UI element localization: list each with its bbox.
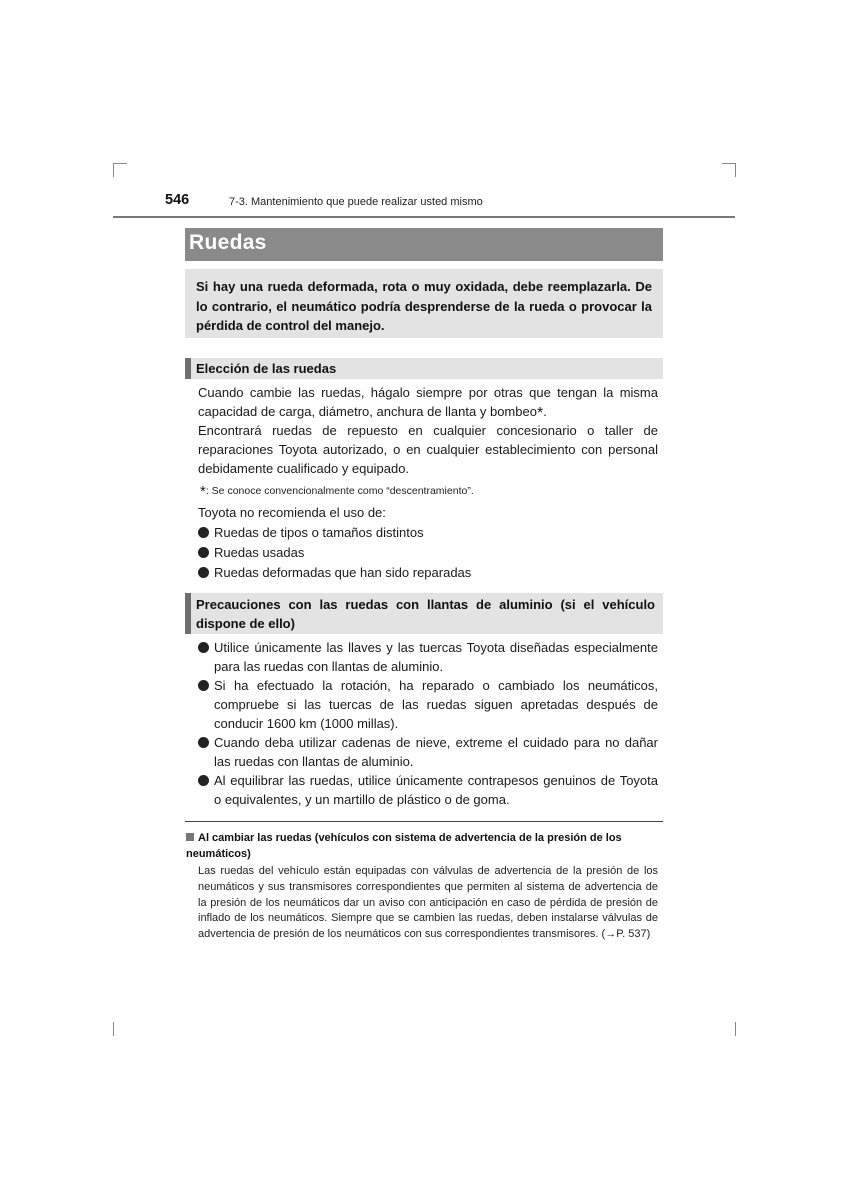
wheel-selection-text — [198, 383, 658, 478]
list-item: Si ha efectuado la rotación, ha reparado o cambiado los neumáticos, compruebe si las tuercas de las ruedas siguen apretadas después de conducir 1600 km (1000 millas). — [198, 676, 658, 733]
section-heading-aluminum-wheels — [185, 593, 663, 634]
bullet-icon — [198, 567, 209, 578]
section-heading-wheel-selection — [185, 358, 663, 379]
footnote-asterisk: * — [200, 483, 206, 500]
note-heading — [186, 830, 662, 862]
page-number: 546 — [165, 192, 190, 208]
warning-box — [185, 269, 663, 338]
bullet-icon — [198, 775, 209, 786]
bullet-icon — [198, 642, 209, 653]
not-recommended-list — [198, 523, 658, 582]
paragraph-1: Cuando cambie las ruedas, hágalo siempre por otras que tengan la misma capacidad de carga, diámetro, anchura de llanta y bombeo*. — [198, 385, 658, 422]
note-text: Las ruedas del vehículo están equipadas con válvulas de advertencia de la presión de los neumáticos y sus transmisores correspondientes que permiten al sistema de advertencia de la presión de los neumáticos dar un aviso con anticipación en caso de pérdida de presión de inflado de los neumáticos. Siempre que se cambien las ruedas, deben instalarse válvulas de advertencia de presión de los neumáticos con sus correspondientes transmisores. (→P. 537) — [198, 865, 658, 941]
list-item: Utilice únicamente las llaves y las tuercas Toyota diseñadas especialmente para las ruedas con llantas de aluminio. — [198, 638, 658, 676]
crop-mark-bottom-right-v — [735, 1022, 736, 1036]
list-item: Ruedas usadas — [198, 543, 658, 562]
list-item: Ruedas deformadas que han sido reparadas — [198, 563, 658, 582]
not-recommended-intro: Toyota no recomienda el uso de: — [198, 505, 386, 520]
list-item: Al equilibrar las ruedas, utilice únicamente contrapesos genuinos de Toyota o equivalentes, y un martillo de plástico o de goma. — [198, 771, 658, 809]
bullet-icon — [198, 527, 209, 538]
crop-mark-bottom-left-v — [113, 1022, 114, 1036]
header-divider — [113, 216, 735, 218]
warning-text: Si hay una rueda deformada, rota o muy oxidada, debe reemplazarla. De lo contrario, el neumático podría desprenderse de la rueda o provocar la pérdida de control del manejo. — [196, 279, 652, 333]
section-heading-text: Precauciones con las ruedas con llantas de aluminio (si el vehículo dispone de ello) — [196, 597, 655, 631]
list-item: Cuando deba utilizar cadenas de nieve, extreme el cuidado para no dañar las ruedas con llantas de aluminio. — [198, 733, 658, 771]
section-heading-text: Elección de las ruedas — [196, 361, 337, 376]
page-title: Ruedas — [189, 231, 267, 254]
crop-mark-top-left-v — [113, 163, 114, 177]
asterisk-mark: * — [536, 405, 544, 422]
list-item: Ruedas de tipos o tamaños distintos — [198, 523, 658, 542]
bullet-icon — [198, 680, 209, 691]
bullet-icon — [198, 737, 209, 748]
bullet-icon — [198, 547, 209, 558]
crop-mark-top-left-h — [113, 163, 127, 164]
crop-mark-top-right-v — [735, 163, 736, 177]
notes-divider — [185, 821, 663, 822]
paragraph-2: Encontrará ruedas de repuesto en cualquier concesionario o taller de reparaciones Toyota autorizado, o en cualquier establecimiento con personal debidamente cualificado y equipado. — [198, 423, 658, 476]
footnote — [200, 481, 474, 498]
section-heading-bar — [185, 358, 191, 379]
crop-mark-top-right-h — [722, 163, 736, 164]
section-heading-bar — [185, 593, 191, 634]
note-heading-text: Al cambiar las ruedas (vehículos con sistema de advertencia de la presión de los neumáticos) — [186, 832, 622, 860]
square-bullet-icon — [186, 833, 194, 841]
page-title-bar — [185, 228, 663, 261]
footnote-text: : Se conoce convencionalmente como “descentramiento”. — [205, 485, 474, 497]
aluminum-precautions-list — [198, 638, 658, 809]
section-reference: 7-3. Mantenimiento que puede realizar usted mismo — [229, 196, 483, 208]
